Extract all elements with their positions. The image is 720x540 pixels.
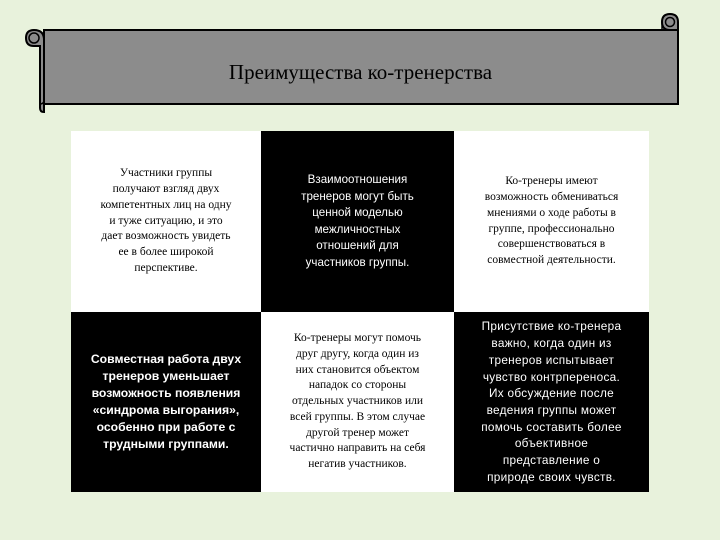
advantages-grid bbox=[71, 131, 649, 492]
cell-burnout-reduction bbox=[71, 312, 261, 492]
cell-mutual-help bbox=[261, 312, 454, 492]
cell-broader-perspective bbox=[71, 131, 261, 312]
title-scroll-banner bbox=[0, 0, 720, 120]
cell-text: Ко-тренеры могут помочь друг другу, когда один из них становится объектом нападок со стороны отдельных участников или всей группы. В этом случае другой тренер может частично направить на себя негатив участников. bbox=[289, 331, 426, 471]
cell-text: Совместная работа двух тренеров уменьшает возможность появления «синдрома выгорания», особенно при работе с трудными группами. bbox=[90, 352, 242, 451]
slide-title: Преимущества ко-тренерства bbox=[228, 59, 493, 84]
cell-countertransference bbox=[454, 312, 649, 492]
cell-text: Присутствие ко-тренера важно, когда один из тренеров испытывает чувство контрпереноса. Их обсуждение после ведения группы может помочь составить более объективное представление о природе своих чувств. bbox=[481, 319, 622, 484]
cell-text: Участники группы получают взгляд двух компетентных лиц на одну и туже ситуацию, и это дает возможность увидеть ее в более широкой перспективе. bbox=[100, 167, 232, 274]
cell-text: Взаимоотношения тренеров могут быть ценной моделью межличностных отношений для участников группы. bbox=[301, 173, 414, 269]
cell-text: Ко-тренеры имеют возможность обмениваться мнениями о ходе работы в группе, профессионально совершенствоваться в совместной деятельности. bbox=[484, 175, 619, 267]
cell-relationship-model bbox=[261, 131, 454, 312]
cell-exchange-opinions bbox=[454, 131, 649, 312]
